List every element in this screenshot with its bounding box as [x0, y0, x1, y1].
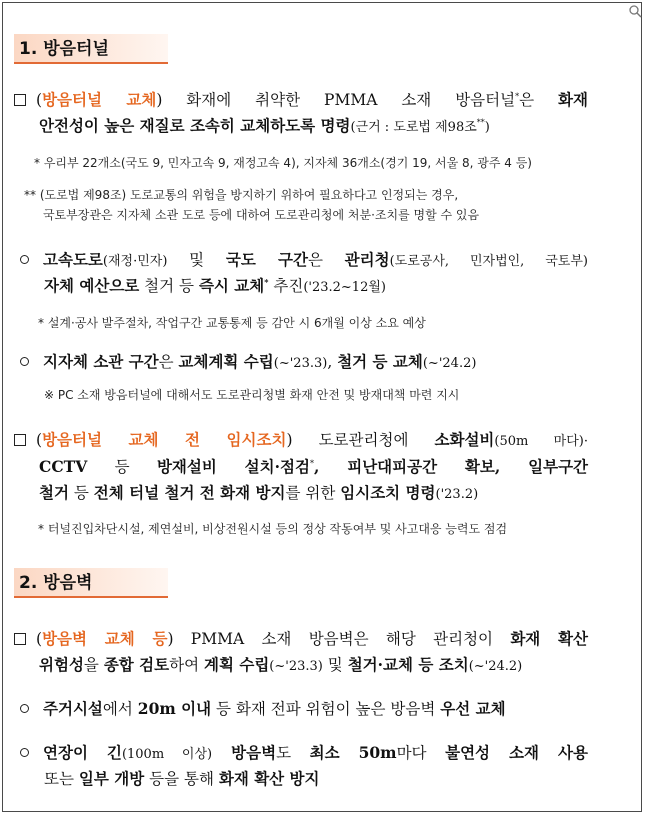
- section-2-title: 2. 방음벽: [14, 568, 168, 598]
- note-2a: ** (도로법 제98조) 도로교통의 위험을 방지하기 위하여 필요하다고 인정되는 경우,: [24, 188, 459, 202]
- circle-bullet-icon: [20, 357, 29, 366]
- zoom-icon[interactable]: [628, 4, 642, 18]
- note-4: ※ PC 소재 방음터널에 대해서도 도로관리청별 화재 안전 및 방재대책 마련 지시: [44, 388, 460, 402]
- s2-item2: 주거시설에서 20m 이내 등 화재 전파 위험이 높은 방음벽 우선 교체: [20, 697, 506, 719]
- note-1: * 우리부 22개소(국도 9, 민자고속 9, 재정고속 4), 지자체 36개소(경기 19, 서울 8, 광주 4 등): [34, 156, 532, 170]
- item4-line3: 철거 등 전체 터널 철거 전 화재 방지를 위한 임시조치 명령('23.2): [39, 483, 479, 502]
- item1-line2: 안전성이 높은 재질로 조속히 교체하도록 명령(근거 : 도로법 제98조**): [39, 116, 490, 135]
- s2-item3-line2: 또는 일부 개방 등을 통해 화재 확산 방지: [44, 769, 320, 788]
- item1-line1: (방음터널 교체) 화재에 취약한 PMMA 소재 방음터널*은 화재: [14, 88, 588, 110]
- item2-line1: 고속도로(재정·민자) 및 국도 구간은 관리청(도로공사, 민자법인, 국토부): [20, 248, 588, 270]
- item2-line2: 자체 예산으로 철거 등 즉시 교체* 추진('23.2~12월): [44, 276, 386, 295]
- square-bullet-icon: [14, 94, 26, 106]
- square-bullet-icon: [14, 434, 26, 446]
- item4-line1: (방음터널 교체 전 임시조치) 도로관리청에 소화설비(50m 마다)·: [14, 428, 588, 450]
- circle-bullet-icon: [20, 255, 29, 264]
- item4-line2: CCTV 등 방재설비 설치·점검*, 피난대피공간 확보, 일부구간: [39, 457, 589, 476]
- s2-item1-line1: (방음벽 교체 등) PMMA 소재 방음벽은 해당 관리청이 화재 확산: [14, 627, 588, 649]
- s2-item1-line2: 위험성을 종합 검토하여 계획 수립(~'23.3) 및 철거·교체 등 조치(~'24.2): [39, 655, 523, 674]
- circle-bullet-icon: [20, 748, 29, 757]
- note-3: * 설계·공사 발주절차, 작업구간 교통통제 등 감안 시 6개월 이상 소요 예상: [38, 316, 426, 330]
- section-1-title: 1. 방음터널: [14, 34, 168, 64]
- square-bullet-icon: [14, 633, 26, 645]
- item3-line1: 지자체 소관 구간은 교체계획 수립(~'23.3), 철거 등 교체(~'24.2): [20, 350, 476, 372]
- circle-bullet-icon: [20, 704, 29, 713]
- note-2b: 국토부장관은 지자체 소관 도로 등에 대하여 도로관리청에 처분·조치를 명할 수 있음: [43, 208, 480, 222]
- note-5: * 터널진입차단시설, 제연설비, 비상전원시설 등의 정상 작동여부 및 사고대응 능력도 점검: [38, 522, 508, 536]
- s2-item3-line1: 연장이 긴(100m 이상) 방음벽도 최소 50m마다 불연성 소재 사용: [20, 741, 588, 763]
